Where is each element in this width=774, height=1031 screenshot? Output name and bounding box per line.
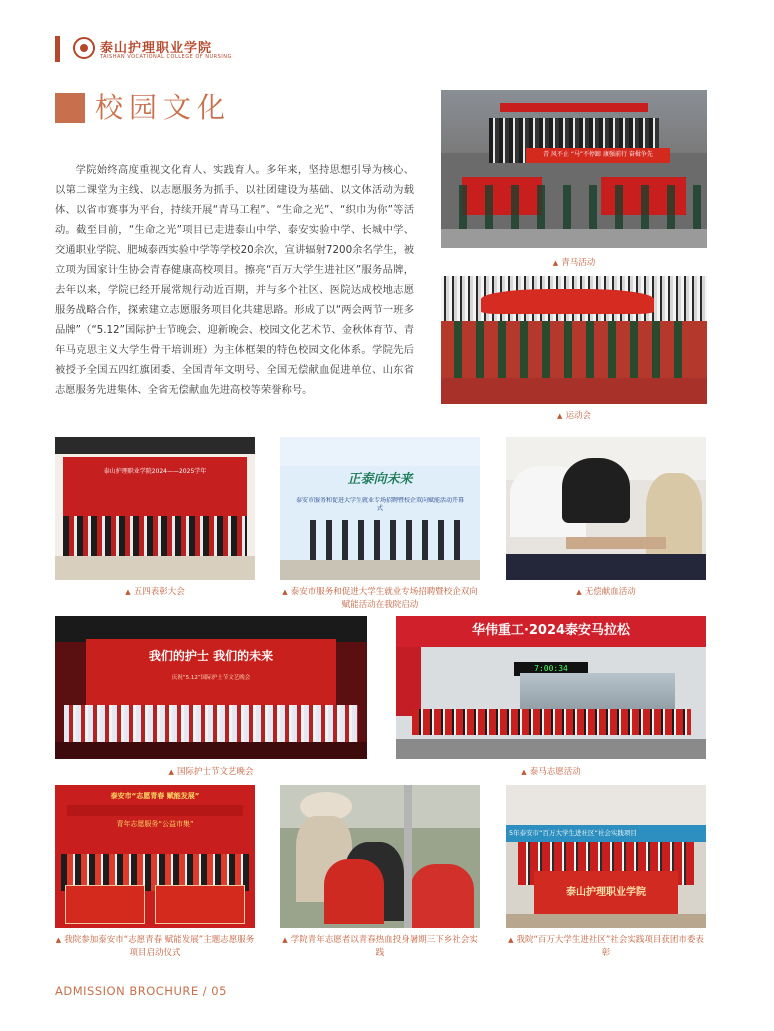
page-footer: ADMISSION BROCHURE / 05 — [55, 984, 227, 998]
section-title-square — [55, 93, 85, 123]
photo-caption: ▲ 运动会 — [557, 411, 591, 421]
photo-nurses-day-gala — [55, 616, 367, 759]
photo-volunteer-launch — [55, 785, 255, 928]
employment-banner: 泰安市服务和促进大学生就业专场招聘暨校企双向赋能活动开幕式 — [296, 497, 464, 513]
launch-subtitle: 青年志愿服务“公益市集” — [116, 820, 194, 829]
photo-caption: ▲ 我院参加泰安市“志愿青春 赋能发展”主题志愿服务项目启动仪式 — [55, 935, 255, 958]
college-seal-icon — [73, 37, 95, 59]
qingma-banner: 青 风不止 “马”不停蹄 康强前行 奋楫争先 — [526, 148, 670, 162]
photo-sports-meet — [441, 276, 707, 404]
photo-caption: ▲ 我院“百万大学生进社区”社会实践项目获团市委表彰 — [508, 935, 704, 958]
community-flag: 泰山护理职业学院 — [534, 871, 678, 914]
photo-may-fourth-awards — [55, 437, 255, 580]
college-logo-text: 泰山护理职业学院 — [100, 41, 213, 56]
awards-banner: 泰山护理职业学院2024——2025学年 — [103, 467, 207, 475]
community-banner: 5年泰安市“百万大学生进社区”社会实践项目 — [506, 825, 706, 842]
college-logo-en-text: TAISHAN VOCATIONAL COLLEGE OF NURSING — [100, 54, 232, 60]
gala-subtitle: 庆祝“5.12”国际护士节文艺晚会 — [171, 675, 251, 682]
marathon-clock: 7:00:34 — [514, 662, 588, 676]
photo-caption: ▲ 泰马志愿活动 — [521, 767, 581, 777]
employment-sign: 正泰向未来 — [347, 472, 413, 488]
photo-employment-event — [280, 437, 480, 580]
marathon-banner: 华伟重工·2024泰安马拉松 — [396, 616, 706, 647]
photo-caption: ▲ 学院青年志愿者以青春热血投身暑期三下乡社会实践 — [282, 935, 478, 958]
photo-qingma — [441, 90, 707, 248]
gala-banner: 我们的护士 我们的未来 — [148, 649, 274, 664]
photo-caption: ▲ 五四表彰大会 — [125, 587, 185, 597]
photo-caption: ▲ 泰安市服务和促进大学生就业专场招聘暨校企双向赋能活动在我院启动 — [282, 587, 478, 610]
header-accent-bar — [55, 36, 60, 62]
photo-caption: ▲ 青马活动 — [552, 258, 596, 268]
photo-community-award — [506, 785, 706, 928]
photo-marathon-volunteers — [396, 616, 706, 759]
photo-caption: ▲ 国际护士节文艺晚会 — [168, 767, 254, 777]
intro-paragraph: 学院始终高度重视文化育人、实践育人。多年来，坚持思想引导为核心、以第二课堂为主线、以志愿服务为抓手、以社团建设为基础、以文体活动为载体、以省市赛事为平台，持续开展“青马工程”、“生命之光”、“织巾为你”等活动。截至目前，“生命之光”项目已走进泰山中学、泰安实验中学、长城中学、交通职业学院、肥城泰西实验中学等学校20余次，宣讲辐射7200余名学生，被立项为国家计生协会青春健康高校项目。擦亮“百万大学生进社区”服务品牌，去年以来，学院已经开展常规行动近百期，并与多个社区、医院达成校地志愿服务战略合作，探索建立志愿服务项目化共建思路。形成了以“两会两节一班多品牌”（“5.12”国际护士节晚会、迎新晚会、校园文化艺术节、金秋体育节、青年马克思主义大学生骨干培训班）为主体框架的特色校园文化体系。学院先后被授予全国五四红旗团委、全国青年文明号、全国无偿献血促进单位、山东省志愿服务先进集体、全省无偿献血先进高校等荣誉称号。 — [55, 164, 414, 396]
page-title: 校园文化 — [95, 91, 232, 124]
photo-caption: ▲ 无偿献血活动 — [576, 587, 636, 597]
photo-blood-donation — [506, 437, 706, 580]
launch-banner: 泰安市“志愿青春 赋能发展” — [110, 791, 200, 800]
photo-summer-countryside — [280, 785, 480, 928]
